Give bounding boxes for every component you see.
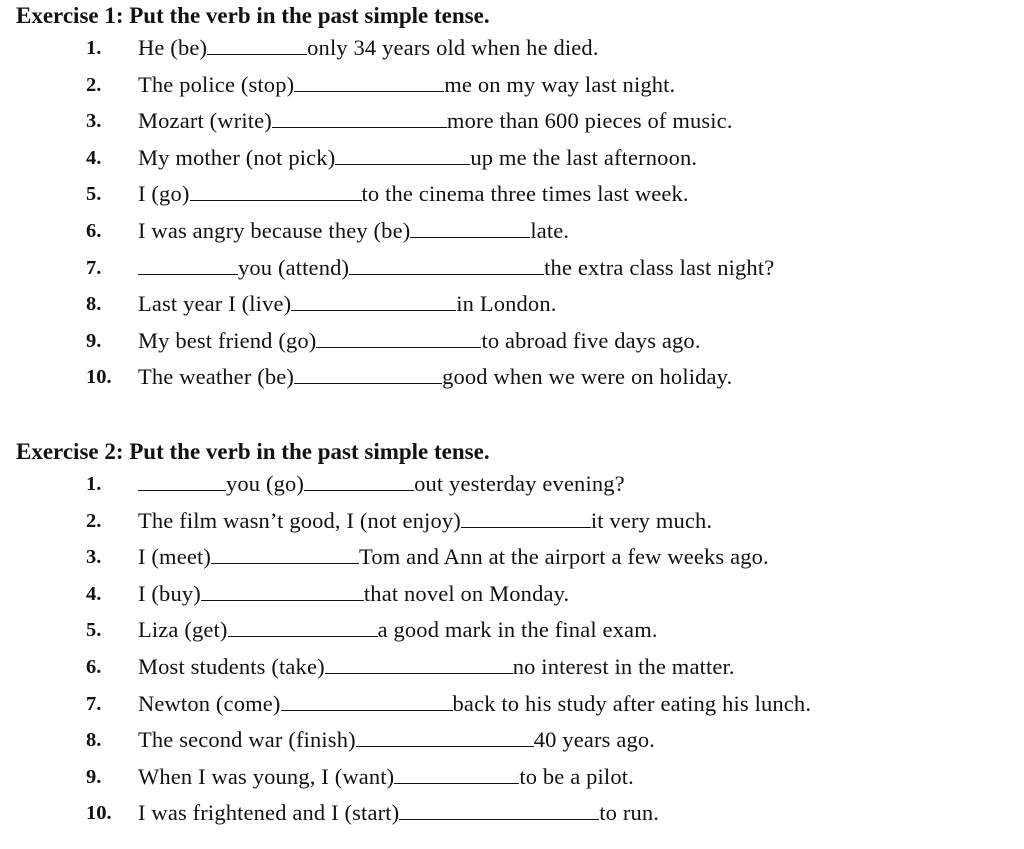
answer-blank[interactable] [356, 726, 534, 747]
answer-blank[interactable] [304, 470, 414, 491]
exercise-1-item [16, 103, 1016, 140]
item-text-before: He (be) [138, 35, 208, 60]
item-text-before: Liza (get) [138, 617, 228, 643]
exercise-2-item [16, 576, 1016, 613]
item-number: 9. [86, 329, 102, 352]
answer-blank[interactable] [201, 580, 364, 601]
item-number: 8. [86, 729, 102, 752]
answer-blank[interactable] [394, 763, 519, 784]
item-text-after: to abroad five days ago. [481, 327, 701, 353]
exercise-1-item [16, 67, 1016, 104]
item-text-before: My mother (not pick) [138, 144, 336, 170]
answer-blank[interactable] [190, 180, 362, 201]
item-text [138, 103, 733, 140]
exercise-2-item [16, 759, 1016, 796]
exercise-2-item [16, 503, 1016, 540]
item-text [138, 323, 701, 360]
exercise-1-item [16, 286, 1016, 323]
item-text-after: me on my way last night. [444, 71, 676, 97]
item-number: 1. [86, 473, 102, 495]
answer-blank[interactable] [349, 254, 544, 275]
item-text-before: I (meet) [138, 544, 212, 570]
exercise-1 [16, 2, 1016, 396]
exercise-1-item [16, 323, 1016, 360]
item-text-after: to run. [599, 800, 660, 826]
item-text [138, 722, 655, 759]
item-text-after: the extra class last night? [544, 254, 775, 280]
item-number: 10. [86, 802, 112, 825]
item-text-after: late. [530, 217, 570, 243]
item-text-before: When I was young, I (want) [138, 763, 395, 789]
answer-blank[interactable] [325, 653, 513, 674]
exercise-2-item [16, 649, 1016, 686]
answer-blank[interactable] [399, 799, 599, 820]
item-text-before: My best friend (go) [138, 327, 317, 353]
exercise-1-item [16, 30, 1016, 67]
item-text-after: out yesterday evening? [414, 471, 625, 496]
answer-blank[interactable] [138, 470, 226, 491]
exercise-1-title: Exercise 1: Put the verb in the past simple tense. [16, 3, 490, 28]
answer-blank[interactable] [316, 327, 481, 348]
answer-blank[interactable] [228, 616, 378, 637]
exercise-1-item [16, 359, 1016, 396]
item-text-mid: you (go) [226, 471, 305, 496]
item-number: 7. [86, 256, 102, 279]
item-text-after: good when we were on holiday. [442, 364, 733, 390]
exercise-1-item [16, 250, 1016, 287]
item-text [138, 795, 659, 832]
item-text [138, 686, 811, 723]
answer-blank[interactable] [291, 290, 456, 311]
item-text-mid: you (attend) [238, 254, 350, 280]
exercise-1-list [16, 30, 1016, 396]
item-number: 3. [86, 110, 102, 133]
answer-blank[interactable] [272, 107, 447, 128]
item-text-after: only 34 years old when he died. [307, 35, 599, 60]
answer-blank[interactable] [207, 34, 307, 55]
exercise-2-item [16, 795, 1016, 832]
item-text-after: 40 years ago. [533, 727, 656, 753]
answer-blank[interactable] [138, 254, 238, 275]
item-text-before: The film wasn’t good, I (not enjoy) [138, 507, 461, 533]
item-text [138, 359, 732, 396]
item-text [138, 649, 735, 686]
item-text [138, 612, 658, 649]
item-text [138, 466, 625, 503]
exercise-2-list [16, 466, 1016, 832]
answer-blank[interactable] [294, 363, 442, 384]
item-text-before: Newton (come) [138, 690, 281, 716]
item-text-before: The weather (be) [138, 364, 295, 390]
item-number: 2. [86, 509, 102, 532]
item-text-after: a good mark in the final exam. [377, 617, 658, 643]
answer-blank[interactable] [281, 690, 453, 711]
item-number: 10. [86, 366, 112, 389]
item-number: 2. [86, 73, 102, 96]
exercise-2-item [16, 466, 1016, 503]
item-text [138, 67, 675, 104]
item-text-before: The second war (finish) [138, 727, 356, 753]
item-number: 5. [86, 619, 102, 642]
item-text-before: I was angry because they (be) [138, 217, 411, 243]
answer-blank[interactable] [461, 507, 591, 528]
item-number: 6. [86, 219, 102, 242]
exercise-1-item [16, 140, 1016, 177]
item-number: 5. [86, 183, 102, 206]
item-number: 1. [86, 37, 102, 59]
exercise-2-title: Exercise 2: Put the verb in the past simple tense. [16, 439, 490, 464]
item-number: 7. [86, 692, 102, 715]
item-number: 8. [86, 293, 102, 316]
item-number: 4. [86, 146, 102, 169]
item-text [138, 140, 697, 177]
item-text-after: that novel on Monday. [363, 580, 570, 606]
exercise-2-item [16, 539, 1016, 576]
item-text-before: Most students (take) [138, 653, 325, 679]
item-text [138, 539, 769, 576]
item-text-before: Last year I (live) [138, 291, 292, 317]
item-text-after: in London. [456, 291, 557, 317]
item-text-before: I was frightened and I (start) [138, 800, 400, 826]
exercise-2-item [16, 612, 1016, 649]
item-text [138, 176, 689, 213]
exercise-1-item [16, 176, 1016, 213]
item-text [138, 759, 634, 796]
exercise-2-item [16, 686, 1016, 723]
item-text-after: no interest in the matter. [512, 653, 735, 679]
item-text-before: I (go) [138, 181, 190, 207]
exercise-2 [16, 438, 1016, 832]
item-number: 4. [86, 582, 102, 605]
item-text [138, 503, 712, 540]
item-text-after: up me the last afternoon. [470, 144, 698, 170]
item-text [138, 576, 569, 613]
exercise-2-item [16, 722, 1016, 759]
item-text [138, 213, 569, 250]
item-text [138, 30, 599, 67]
item-text-before: The police (stop) [138, 71, 295, 97]
item-text-after: more than 600 pieces of music. [446, 108, 733, 134]
answer-blank[interactable] [294, 71, 444, 92]
item-number: 6. [86, 655, 102, 678]
item-number: 9. [86, 765, 102, 788]
item-text [138, 286, 557, 323]
item-text-before: I (buy) [138, 580, 201, 606]
exercise-1-item [16, 213, 1016, 250]
item-text [138, 250, 774, 287]
item-text-after: Tom and Ann at the airport a few weeks ago. [359, 544, 769, 570]
answer-blank[interactable] [211, 543, 359, 564]
item-number: 3. [86, 546, 102, 569]
item-text-before: Mozart (write) [138, 108, 272, 134]
answer-blank[interactable] [335, 144, 470, 165]
answer-blank[interactable] [410, 217, 530, 238]
item-text-after: to be a pilot. [519, 763, 634, 789]
item-text-after: back to his study after eating his lunch. [452, 690, 812, 716]
item-text-after: to the cinema three times last week. [361, 181, 689, 207]
item-text-after: it very much. [590, 507, 713, 533]
